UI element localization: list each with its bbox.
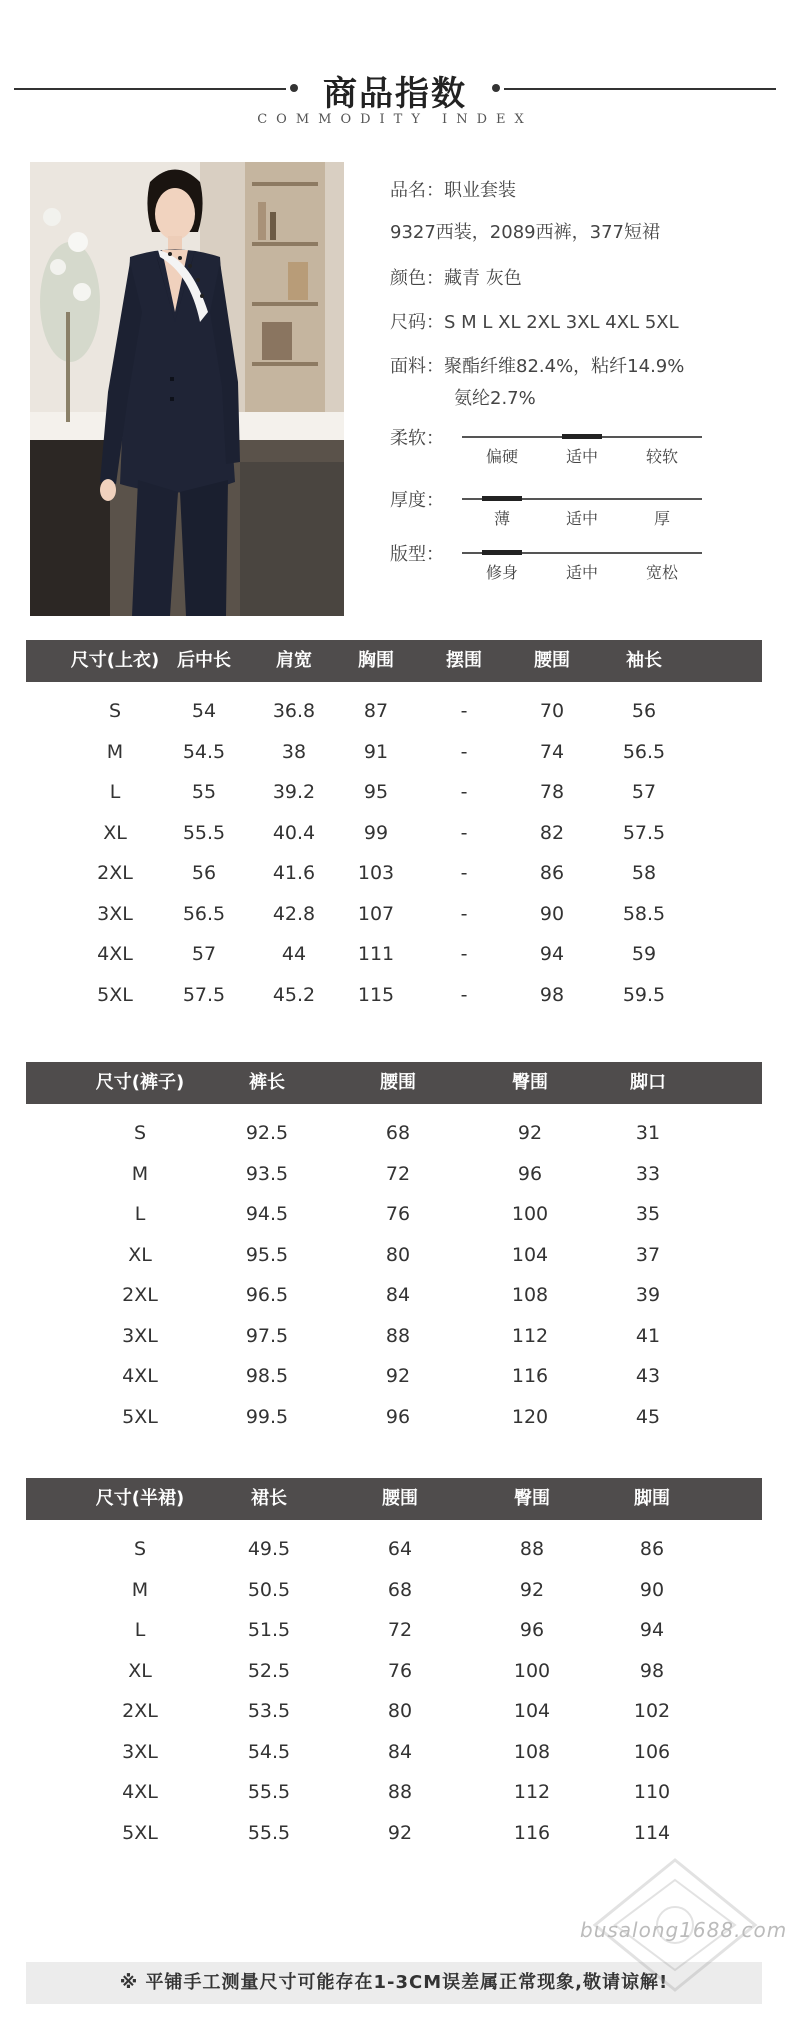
product-photo bbox=[30, 162, 344, 616]
product-fabric-row bbox=[390, 352, 684, 378]
pants-header-cell: 裤长 bbox=[249, 1072, 285, 1093]
pants-table-cell: 2XL bbox=[122, 1284, 158, 1306]
jacket-table-cell: 58 bbox=[631, 862, 657, 884]
pants-table-cell: 35 bbox=[635, 1203, 661, 1225]
jacket-table-cell: 111 bbox=[357, 943, 395, 965]
pants-table-cell: 94.5 bbox=[245, 1203, 289, 1225]
skirt-table-cell: 80 bbox=[387, 1700, 413, 1722]
thickness-scale-marker bbox=[482, 496, 522, 501]
pants-table-cell: 31 bbox=[635, 1122, 661, 1144]
skirt-table-cell: 104 bbox=[513, 1700, 551, 1722]
skirt-table-cell: M bbox=[131, 1578, 149, 1601]
jacket-table-cell: 90 bbox=[539, 902, 565, 925]
watermark-text: busalong1688.com bbox=[580, 1918, 788, 1942]
jacket-table-cell: 82 bbox=[539, 821, 565, 844]
jacket-header-cell: 摆围 bbox=[446, 650, 482, 671]
jacket-table-cell: 94 bbox=[539, 943, 565, 965]
jacket-table-cell: 54.5 bbox=[182, 740, 226, 763]
jacket-table-cell: 55 bbox=[191, 781, 217, 803]
product-size-label: 尺码： bbox=[390, 312, 444, 333]
measurement-note: ※ 平铺手工测量尺寸可能存在1-3CM误差属正常现象,敬请谅解! bbox=[26, 1962, 762, 2004]
thickness-label: 厚度： bbox=[390, 490, 444, 511]
jacket-table-cell: 95 bbox=[363, 781, 389, 803]
product-fabric-value-line2: 氨纶2.7% bbox=[454, 388, 536, 409]
skirt-table-cell: 92 bbox=[519, 1578, 545, 1601]
jacket-table-cell: 36.8 bbox=[272, 700, 316, 722]
jacket-table-cell: 86 bbox=[539, 862, 565, 884]
pants-table-cell: 88 bbox=[385, 1324, 411, 1347]
skirt-table-cell: 88 bbox=[519, 1538, 545, 1560]
jacket-table-cell: 2XL bbox=[97, 862, 133, 884]
pants-table-cell: 98.5 bbox=[245, 1365, 289, 1387]
jacket-table-cell: 42.8 bbox=[272, 902, 316, 925]
skirt-table-cell: 72 bbox=[387, 1619, 413, 1641]
skirt-table-cell: 76 bbox=[387, 1659, 413, 1682]
jacket-table-cell: 78 bbox=[539, 781, 565, 803]
pants-table-cell: 92 bbox=[385, 1365, 411, 1387]
skirt-table-cell: 4XL bbox=[122, 1781, 158, 1803]
pants-table-cell: 84 bbox=[385, 1284, 411, 1306]
pants-table-cell: 68 bbox=[385, 1122, 411, 1144]
product-name-value: 职业套装 bbox=[444, 180, 516, 201]
pants-table-cell: 95.5 bbox=[245, 1243, 289, 1266]
skirt-table-cell: 86 bbox=[639, 1538, 665, 1560]
fit-tick-slim: 修身 bbox=[485, 563, 518, 582]
pants-table-cell: 3XL bbox=[122, 1324, 158, 1347]
skirt-table-cell: 3XL bbox=[122, 1740, 158, 1763]
jacket-table-cell: - bbox=[460, 781, 468, 803]
jacket-table-cell: - bbox=[460, 862, 468, 884]
pants-header-cell: 脚口 bbox=[630, 1072, 666, 1093]
skirt-table-cell: 64 bbox=[387, 1538, 413, 1560]
skirt-table-cell: 94 bbox=[639, 1619, 665, 1641]
softness-tick-medium: 适中 bbox=[565, 447, 598, 466]
skirt-table-cell: 92 bbox=[387, 1821, 413, 1844]
jacket-header-cell: 腰围 bbox=[534, 650, 570, 671]
fit-tick-loose: 宽松 bbox=[645, 563, 678, 582]
jacket-table-cell: 57 bbox=[191, 943, 217, 965]
jacket-table-cell: 115 bbox=[357, 983, 395, 1006]
jacket-table-cell: - bbox=[460, 943, 468, 965]
skirt-header-cell: 尺寸(半裙) bbox=[95, 1488, 185, 1509]
pants-header-cell: 腰围 bbox=[380, 1072, 416, 1093]
pants-table-cell: S bbox=[133, 1122, 147, 1144]
pants-table-cell: 99.5 bbox=[245, 1405, 289, 1428]
jacket-table-cell: 98 bbox=[539, 983, 565, 1006]
pants-table-cell: 116 bbox=[511, 1365, 549, 1387]
skirt-table-cell: 84 bbox=[387, 1740, 413, 1763]
jacket-header-cell: 袖长 bbox=[626, 650, 662, 671]
pants-table-cell: 112 bbox=[511, 1324, 549, 1347]
pants-table-cell: XL bbox=[128, 1243, 152, 1266]
pants-table-cell: 100 bbox=[511, 1203, 549, 1225]
pants-table-cell: 108 bbox=[511, 1284, 549, 1306]
page-subtitle: COMMODITY INDEX bbox=[257, 112, 533, 127]
jacket-table-cell: 56 bbox=[191, 862, 217, 884]
pants-table-cell: 96.5 bbox=[245, 1284, 289, 1306]
jacket-header-cell: 后中长 bbox=[177, 650, 231, 671]
pants-table-cell: 104 bbox=[511, 1243, 549, 1266]
skirt-header-cell: 臀围 bbox=[514, 1488, 550, 1509]
pants-table-cell: 33 bbox=[635, 1162, 661, 1185]
skirt-table-cell: 102 bbox=[633, 1700, 671, 1722]
skirt-table-cell: 98 bbox=[639, 1659, 665, 1682]
jacket-table-cell: 56 bbox=[631, 700, 657, 722]
jacket-header-cell: 胸围 bbox=[358, 650, 394, 671]
skirt-table-cell: 112 bbox=[513, 1781, 551, 1803]
pants-table-cell: 5XL bbox=[122, 1405, 158, 1428]
skirt-table-cell: 54.5 bbox=[247, 1740, 291, 1763]
skirt-table-cell: 110 bbox=[633, 1781, 671, 1803]
thickness-tick-thick: 厚 bbox=[653, 509, 670, 528]
jacket-table-cell: 59 bbox=[631, 943, 657, 965]
jacket-table-cell: 3XL bbox=[97, 902, 133, 925]
skirt-table-cell: 116 bbox=[513, 1821, 551, 1844]
jacket-table-cell: XL bbox=[103, 821, 127, 844]
product-color-row bbox=[390, 264, 522, 290]
fit-label: 版型： bbox=[390, 544, 444, 565]
jacket-table-cell: 59.5 bbox=[622, 983, 666, 1006]
skirt-table-cell: 55.5 bbox=[247, 1781, 291, 1803]
softness-tick-soft: 较软 bbox=[645, 447, 678, 466]
pants-table-header bbox=[26, 1062, 762, 1104]
jacket-table-cell: 5XL bbox=[97, 983, 133, 1006]
jacket-table-cell: 38 bbox=[281, 740, 307, 763]
skirt-table-cell: 53.5 bbox=[247, 1700, 291, 1722]
jacket-table-cell: 41.6 bbox=[272, 862, 316, 884]
header-line-right bbox=[504, 88, 776, 90]
product-name-row bbox=[390, 176, 516, 202]
softness-tick-hard: 偏硬 bbox=[485, 447, 518, 466]
skirt-header-cell: 腰围 bbox=[382, 1488, 418, 1509]
skirt-table-cell: 88 bbox=[387, 1781, 413, 1803]
skirt-header-cell: 裙长 bbox=[251, 1488, 287, 1509]
pants-table-cell: 4XL bbox=[122, 1365, 158, 1387]
product-size-row bbox=[390, 308, 679, 334]
jacket-table-cell: 107 bbox=[357, 902, 395, 925]
product-color-label: 颜色： bbox=[390, 268, 444, 289]
pants-table-cell: 45 bbox=[635, 1405, 661, 1428]
jacket-table-cell: 74 bbox=[539, 740, 565, 763]
pants-table-cell: 96 bbox=[517, 1162, 543, 1185]
jacket-table-header bbox=[26, 640, 762, 682]
pants-table-cell: 96 bbox=[385, 1405, 411, 1428]
header-dot-left bbox=[290, 84, 298, 92]
product-size-value: S M L XL 2XL 3XL 4XL 5XL bbox=[444, 312, 679, 333]
jacket-table-cell: 40.4 bbox=[272, 821, 316, 844]
jacket-table-cell: M bbox=[106, 740, 124, 763]
jacket-table-cell: 57.5 bbox=[182, 983, 226, 1006]
pants-header-cell: 臀围 bbox=[512, 1072, 548, 1093]
pants-header-cell: 尺寸(裤子) bbox=[95, 1072, 185, 1093]
pants-table-cell: 39 bbox=[635, 1284, 661, 1306]
product-fabric-label: 面料： bbox=[390, 356, 444, 377]
pants-table-cell: 120 bbox=[511, 1405, 549, 1428]
pants-table-cell: 37 bbox=[635, 1243, 661, 1266]
skirt-table-cell: S bbox=[133, 1538, 147, 1560]
jacket-table-cell: - bbox=[460, 821, 468, 844]
jacket-table-cell: 57 bbox=[631, 781, 657, 803]
pants-table-cell: 72 bbox=[385, 1162, 411, 1185]
product-color-value: 藏青 灰色 bbox=[444, 268, 522, 289]
jacket-table-cell: 4XL bbox=[97, 943, 133, 965]
jacket-table-cell: - bbox=[460, 700, 468, 722]
skirt-table-cell: 49.5 bbox=[247, 1538, 291, 1560]
skirt-table-cell: 5XL bbox=[122, 1821, 158, 1844]
pants-table-cell: 41 bbox=[635, 1324, 661, 1347]
pants-table-cell: 76 bbox=[385, 1203, 411, 1225]
header-dot-right bbox=[492, 84, 500, 92]
pants-table-cell: 92 bbox=[517, 1122, 543, 1144]
pants-table-cell: M bbox=[131, 1162, 149, 1185]
skirt-table-cell: 68 bbox=[387, 1578, 413, 1601]
product-name-label: 品名： bbox=[390, 180, 444, 201]
jacket-table-cell: - bbox=[460, 902, 468, 925]
jacket-table-cell: 56.5 bbox=[182, 902, 226, 925]
skirt-header-cell: 脚围 bbox=[634, 1488, 670, 1509]
skirt-table-cell: 114 bbox=[633, 1821, 671, 1844]
skirt-table-cell: 108 bbox=[513, 1740, 551, 1763]
jacket-table-cell: L bbox=[109, 781, 121, 803]
page-title: 商品指数 bbox=[323, 74, 467, 114]
jacket-table-cell: 45.2 bbox=[272, 983, 316, 1006]
pants-table-cell: L bbox=[134, 1203, 146, 1225]
skirt-table-cell: 96 bbox=[519, 1619, 545, 1641]
jacket-table-cell: 99 bbox=[363, 821, 389, 844]
jacket-table-cell: 39.2 bbox=[272, 781, 316, 803]
jacket-table-cell: 58.5 bbox=[622, 902, 666, 925]
jacket-header-cell: 尺寸(上衣) bbox=[70, 650, 160, 671]
jacket-table-cell: 57.5 bbox=[622, 821, 666, 844]
fit-tick-regular: 适中 bbox=[565, 563, 598, 582]
jacket-table-cell: 91 bbox=[363, 740, 389, 763]
jacket-table-cell: 55.5 bbox=[182, 821, 226, 844]
jacket-table-cell: - bbox=[460, 740, 468, 763]
pants-table-cell: 92.5 bbox=[245, 1122, 289, 1144]
pants-table-cell: 93.5 bbox=[245, 1162, 289, 1185]
skirt-table-cell: 50.5 bbox=[247, 1578, 291, 1601]
skirt-table-cell: 52.5 bbox=[247, 1659, 291, 1682]
skirt-table-cell: 55.5 bbox=[247, 1821, 291, 1844]
header-line-left bbox=[14, 88, 286, 90]
jacket-table-cell: 70 bbox=[539, 700, 565, 722]
skirt-table-cell: 106 bbox=[633, 1740, 671, 1763]
skirt-table-cell: XL bbox=[128, 1659, 152, 1682]
fit-scale-marker bbox=[482, 550, 522, 555]
pants-table-cell: 43 bbox=[635, 1365, 661, 1387]
pants-table-cell: 80 bbox=[385, 1243, 411, 1266]
skirt-table-cell: 100 bbox=[513, 1659, 551, 1682]
pants-table-cell: 97.5 bbox=[245, 1324, 289, 1347]
jacket-table-cell: - bbox=[460, 983, 468, 1006]
product-fabric-value: 聚酯纤维82.4%，粘纤14.9% bbox=[444, 356, 685, 377]
skirt-table-cell: 90 bbox=[639, 1578, 665, 1601]
jacket-header-cell: 肩宽 bbox=[276, 650, 312, 671]
skirt-table-cell: 2XL bbox=[122, 1700, 158, 1722]
jacket-table-cell: 103 bbox=[357, 862, 395, 884]
thickness-tick-medium: 适中 bbox=[565, 509, 598, 528]
skirt-table-cell: L bbox=[134, 1619, 146, 1641]
softness-label: 柔软： bbox=[390, 428, 444, 449]
jacket-table-cell: 54 bbox=[191, 700, 217, 722]
jacket-table-cell: S bbox=[108, 700, 122, 722]
skirt-table-cell: 51.5 bbox=[247, 1619, 291, 1641]
product-codes: 9327西装，2089西裤，377短裙 bbox=[390, 222, 660, 243]
softness-scale-marker bbox=[562, 434, 602, 439]
jacket-table-cell: 87 bbox=[363, 700, 389, 722]
thickness-tick-thin: 薄 bbox=[493, 509, 510, 528]
jacket-table-cell: 56.5 bbox=[622, 740, 666, 763]
skirt-table-header bbox=[26, 1478, 762, 1520]
jacket-table-cell: 44 bbox=[281, 943, 307, 965]
